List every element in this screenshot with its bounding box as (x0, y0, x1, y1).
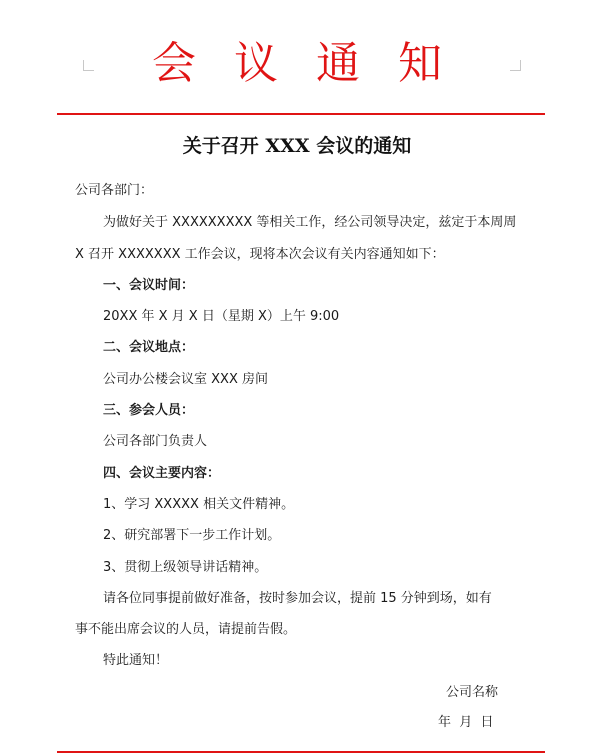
section-place-content: 公司办公楼会议室 XXX 房间 (103, 372, 268, 387)
red-header-rule (57, 113, 545, 115)
signature-company: 公司名称 (446, 685, 499, 700)
section-agenda-heading: 四、会议主要内容： (103, 466, 221, 481)
signature-date: 年 月 日 (438, 715, 494, 730)
document-title: 关于召开 XXX 会议的通知 (182, 135, 412, 157)
agenda-item: 3、贯彻上级领导讲话精神。 (103, 560, 268, 575)
salutation: 公司各部门： (75, 183, 154, 198)
special-notice: 特此通知！ (103, 653, 169, 668)
closing-line-1: 请各位同事提前做好准备，按时参加会议，提前 15 分钟到场，如有 (103, 591, 492, 606)
section-time-heading: 一、会议时间： (103, 278, 195, 293)
agenda-item: 1、学习 XXXXX 相关文件精神。 (103, 497, 295, 512)
red-header-title: 会议通知 (152, 38, 480, 89)
agenda-item: 2、研究部署下一步工作计划。 (103, 528, 281, 543)
section-attendees-content: 公司各部门负责人 (103, 434, 208, 449)
intro-line-2: X 召开 XXXXXXX 工作会议，现将本次会议有关内容通知如下： (75, 247, 445, 262)
section-time-content: 20XX 年 X 月 X 日（星期 X）上午 9:00 (103, 309, 340, 324)
intro-line-1: 为做好关于 XXXXXXXXX 等相关工作，经公司领导决定，兹定于本周周 (103, 215, 517, 230)
red-footer-rule (57, 751, 545, 753)
closing-line-2: 事不能出席会议的人员，请提前告假。 (75, 622, 297, 637)
section-attendees-heading: 三、参会人员： (103, 403, 195, 418)
section-place-heading: 二、会议地点： (103, 340, 195, 355)
